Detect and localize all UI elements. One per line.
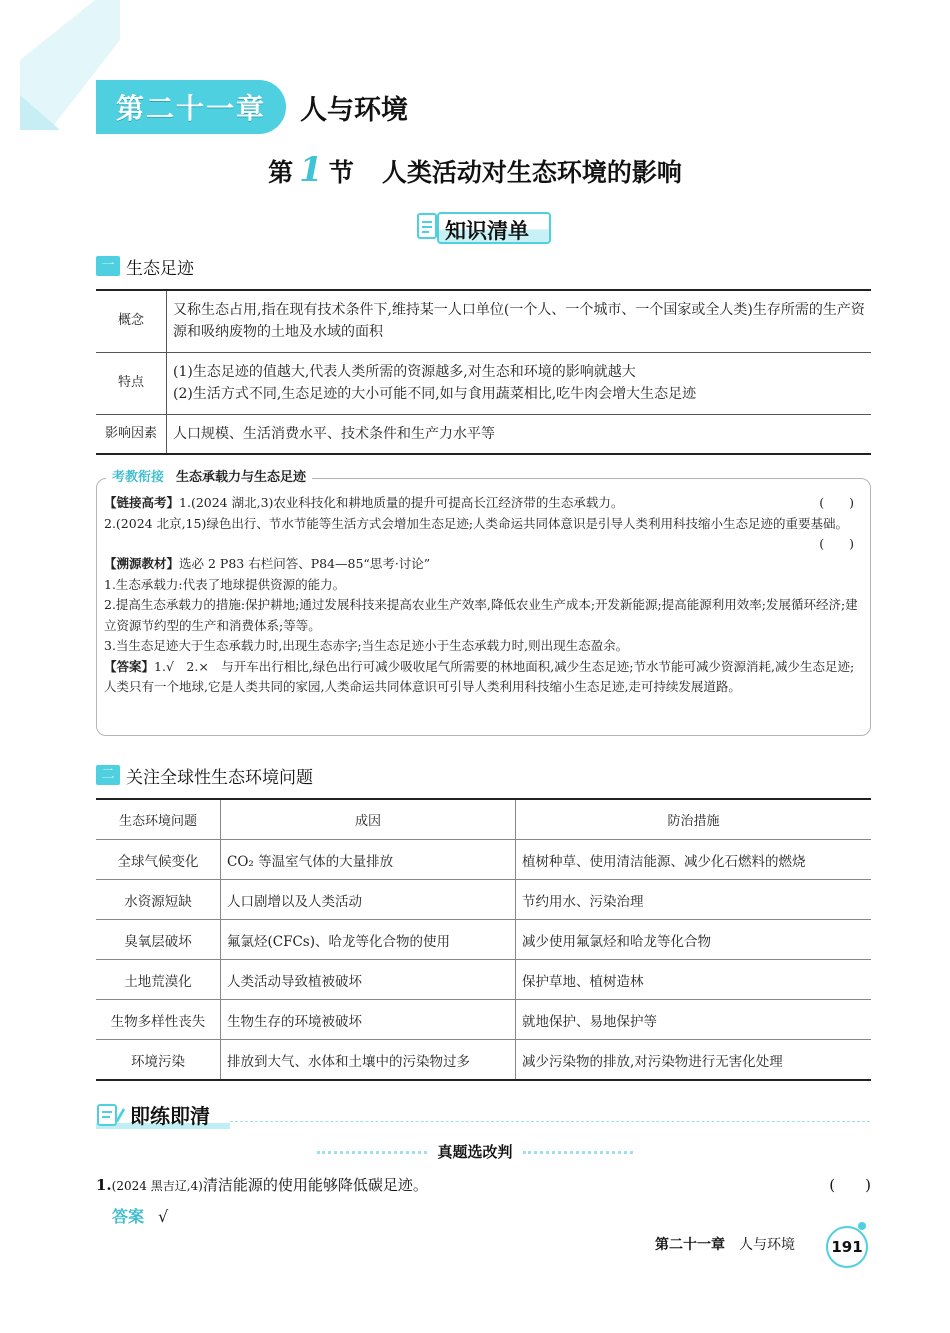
section-prefix: 第: [268, 158, 294, 187]
footer-title: 人与环境: [739, 1237, 795, 1253]
table-cell: 生物生存的环境被破坏: [221, 1000, 516, 1040]
link-label: 【链接高考】: [104, 495, 180, 510]
row-text-line-2: (2)生活方式不同,生态足迹的大小可能不同,如与食用蔬菜相比,吃牛肉会增大生态足迹: [173, 386, 697, 402]
link-line: [104, 657, 862, 698]
table-cell: 就地保护、易地保护等: [516, 1000, 872, 1040]
part2-header: [96, 763, 313, 787]
table-row: [96, 414, 871, 454]
footer-chapter: 第二十一章: [655, 1237, 725, 1253]
chapter-title: 人与环境: [300, 95, 408, 126]
table-cell: 人口剧增以及人类活动: [221, 880, 516, 920]
table-cell: 植树种草、使用清洁能源、减少化石燃料的燃烧: [516, 840, 872, 880]
section-suffix: 节: [328, 158, 354, 187]
practice-header: [96, 1100, 210, 1129]
row-label: 概念: [96, 290, 167, 352]
link-title: 生态承载力与生态足迹: [176, 470, 307, 485]
row-text-cell: [167, 352, 872, 414]
footer: [655, 1234, 795, 1254]
table-cell: 土地荒漠化: [96, 960, 221, 1000]
table-cell: 人类活动导致植被破坏: [221, 960, 516, 1000]
section-name: 人类活动对生态环境的影响: [381, 158, 682, 187]
table-row: [96, 290, 871, 352]
row-text: 人口规模、生活消费水平、技术条件和生产力水平等: [167, 414, 872, 454]
link-line: 3.当生态足迹大于生态承载力时,出现生态赤字;当生态足迹小于生态承载力时,则出现生态盈余。: [104, 638, 629, 653]
table-row: [96, 1000, 871, 1040]
question-text: 清洁能源的使用能够降低碳足迹。: [202, 1176, 428, 1194]
table-cell: 氟氯烃(CFCs)、哈龙等化合物的使用: [221, 920, 516, 960]
table-cell: 减少污染物的排放,对污染物进行无害化处理: [516, 1040, 872, 1081]
table-cell: 减少使用氟氯烃和哈龙等化合物: [516, 920, 872, 960]
practice-subtitle-text: 真题选改判: [437, 1143, 513, 1161]
global-issues-table: [96, 798, 871, 1081]
table-cell: 全球气候变化: [96, 840, 221, 880]
knowledge-list-label: 知识清单: [445, 219, 529, 243]
practice-divider: [230, 1121, 870, 1122]
table-cell: 生物多样性丧失: [96, 1000, 221, 1040]
question-number: 1.: [96, 1176, 112, 1194]
link-line: [104, 493, 862, 514]
question-source: (2024 黑吉辽,4): [111, 1179, 203, 1193]
answer-paren: ( ): [819, 536, 854, 551]
chapter-label: 第二十一章: [115, 92, 266, 125]
part1-title: 生态足迹: [126, 258, 194, 279]
link-text: 选必 2 P83 右栏问答、P84—85“思考·讨论”: [179, 556, 431, 571]
link-line: [104, 534, 862, 554]
link-box-body: [104, 493, 862, 698]
pencil-note-icon: [96, 1102, 126, 1128]
column-header: 生态环境问题: [96, 799, 221, 840]
column-header: 防治措施: [516, 799, 872, 840]
row-label: 特点: [96, 352, 167, 414]
answer-paren: ( ): [829, 1176, 871, 1194]
table-row: [96, 1040, 871, 1081]
table-cell: 水资源短缺: [96, 880, 221, 920]
practice-title: 即练即清: [130, 1104, 210, 1128]
section-title: [0, 150, 950, 190]
table-cell: 排放到大气、水体和土壤中的污染物过多: [221, 1040, 516, 1081]
table-cell: 臭氧层破坏: [96, 920, 221, 960]
page-number: 191: [826, 1226, 868, 1268]
table-cell: 保护草地、植树造林: [516, 960, 872, 1000]
link-text: 1.√ 2.× 与开车出行相比,绿色出行可减少吸收尾气所需要的林地面积,减少生态足迹;节水节能可减少资源消耗,减少生态足迹;人类只有一个地球,它是人类共同的家园,人类命运共同体意识可引导人类利用科技缩小生态足迹,走可持续发展道路。: [104, 658, 855, 694]
table-cell: 环境污染: [96, 1040, 221, 1081]
table-cell: 节约用水、污染治理: [516, 880, 872, 920]
part1-header: [96, 254, 194, 278]
table-row: [96, 920, 871, 960]
section-number: 1: [299, 150, 323, 190]
link-box-header: [106, 466, 312, 485]
question-1: [96, 1174, 871, 1195]
page-dot: [858, 1222, 866, 1230]
link-line: 2.(2024 北京,15)绿色出行、节水节能等生活方式会增加生态足迹;人类命运共同体意识是引导人类利用科技缩小生态足迹的重要基础。: [104, 515, 849, 531]
knowledge-list-tag: [415, 210, 550, 244]
link-text: 1.(2024 湖北,3)农业科技化和耕地质量的提升可提高长江经济带的生态承载力。: [179, 495, 624, 510]
table-cell: CO₂ 等温室气体的大量排放: [221, 840, 516, 880]
table-row: [96, 960, 871, 1000]
row-text-line-1: (1)生态足迹的值越大,代表人类所需的资源越多,对生态和环境的影响就越大: [173, 364, 636, 380]
row-text: 又称生态占用,指在现有技术条件下,维持某一人口单位(一个人、一个城市、一个国家或全人类)生存所需的生产资源和吸纳废物的土地及水域的面积: [167, 290, 872, 352]
column-header: 成因: [221, 799, 516, 840]
table-header-row: [96, 799, 871, 840]
table-row: [96, 880, 871, 920]
ecological-footprint-table: [96, 289, 871, 455]
link-line: 1.生态承载力:代表了地球提供资源的能力。: [104, 576, 346, 592]
part2-badge: 二: [96, 765, 120, 785]
part1-badge: 一: [96, 256, 120, 276]
link-line: [104, 554, 862, 575]
table-row: [96, 840, 871, 880]
link-line: 2.提高生态承载力的措施:保护耕地;通过发展科技来提高农业生产效率,降低农业生产成本;开发新能源;提高能源利用效率;发展循环经济;建立资源节约型的生产和消费体系;等等。: [104, 597, 858, 633]
link-label: 【答案】: [104, 658, 155, 674]
answer-line: [112, 1204, 168, 1227]
notepad-icon: [415, 210, 441, 242]
practice-subtitle: [0, 1141, 950, 1162]
answer-label: 答案: [112, 1207, 145, 1226]
link-tag: 考教衔接: [112, 470, 165, 485]
part2-title: 关注全球性生态环境问题: [126, 767, 313, 788]
row-label: 影响因素: [96, 414, 167, 454]
answer-value: √: [158, 1207, 169, 1226]
chapter-label-pill: [96, 80, 286, 134]
answer-paren: ( ): [819, 495, 854, 510]
table-row: [96, 352, 871, 414]
link-label: 【溯源教材】: [104, 556, 180, 571]
